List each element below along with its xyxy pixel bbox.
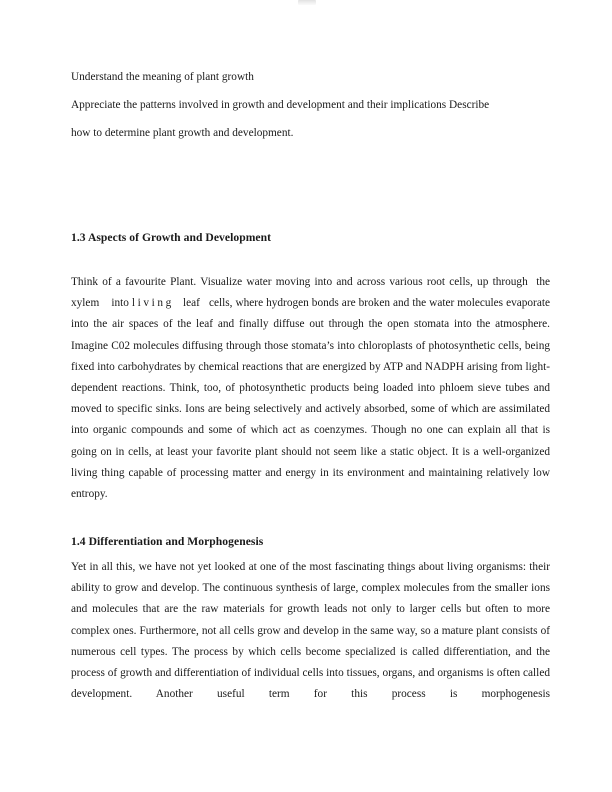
section-heading-1-3: 1.3 Aspects of Growth and Development: [71, 231, 272, 244]
objective-line-3: how to determine plant growth and development.: [71, 127, 294, 139]
section-body-1-3: [71, 272, 553, 526]
objective-line-1: Understand the meaning of plant growth: [71, 71, 254, 83]
section-body-1-4: Yet in all this, we have not yet looked at one of the most fascinating things about living organisms: their ability to grow and develop. The continuous synthesis of large, complex molecules from the smaller ions and molecules that are the raw materials for growth leads not only to larger cells but often to more complex ones. Furthermore, not all cells grow and develop in the same way, so a mature plant consists of numerous cell types. The process by which cells become specialized is called differentiation, and the process of growth and differentiation of individual cells into tissues, organs, and organisms is often called development. Another useful term for this process is morphogenesis: [71, 561, 553, 701]
body-text-segment-b: leaf cells, where hydrogen bonds are broken and the water molecules evaporate into the air spaces of the leaf and finally diffuse out through the open stomata into the atmosphere. Imagine C02 molecules diffusing through those stomata’s into chloroplasts of photosynthetic cells, being fixed into carbohydrates by chemical reactions that are energized by ATP and NADPH arising from light-dependent reactions. Think, too, of photosynthetic products being loaded into phloem sieve tubes and moved to specific sinks. Ions are being selectively and actively absorbed, some of which are assimilated into organic compounds and some of which act as coenzymes. Though no one can explain all that is going on in cells, at least your favorite plant should not seem like a static object. It is a well-organized living thing capable of processing matter and energy in its environment and maintaining relatively low entropy.: [71, 297, 553, 501]
body-text-segment-a: Think of a favourite Plant. Visualize water moving into and across various root cells, up through the xylem into: [71, 276, 553, 310]
section-heading-1-4: 1.4 Differentiation and Morphogenesis: [71, 535, 264, 548]
body-text-letterspaced-word: living: [131, 297, 174, 310]
objective-line-2: Appreciate the patterns involved in growth and development and their implications Describe: [71, 99, 490, 111]
learning-objectives-block: [71, 63, 550, 147]
scan-artifact-icon: [298, 0, 316, 5]
